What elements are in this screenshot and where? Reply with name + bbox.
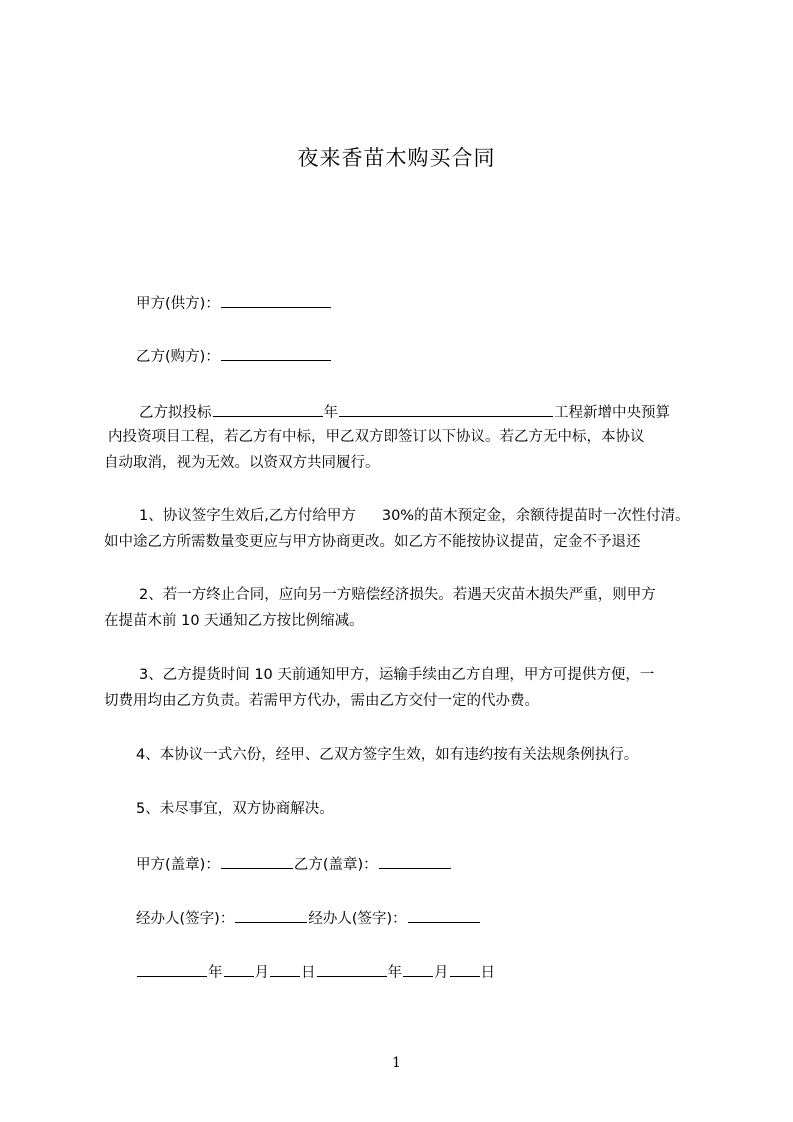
intro-line-2: 内投资项目工程，若乙方有中标，甲乙双方即签订以下协议。若乙方无中标，本协议 [108,429,645,445]
agent-a-label: 经办人(签字)： [136,911,235,927]
agent-line [136,906,481,929]
date-b-year: 年 [387,965,402,981]
date-a-month-blank [224,960,254,977]
date-a-year-blank [137,960,207,977]
intro-line-1 [139,400,670,423]
clause-1-line-2: 如中途乙方所需数量变更应与甲方协商更改。如乙方不能按协议提苗，定金不予退还 [104,534,641,550]
clause-3-line-2: 切费用均由乙方负责。若需甲方代办，需由乙方交付一定的代办费。 [104,693,539,709]
party-b-line [136,344,332,367]
intro-blank-2 [339,400,553,417]
agent-a-blank [235,906,307,923]
clause-5-line-1: 5、未尽事宜，双方协商解决。 [136,801,334,817]
party-a-label: 甲方(供方)： [136,296,220,312]
date-a-day-blank [270,960,300,977]
seal-a-label: 甲方(盖章)： [136,857,220,873]
clause-2-line-1: 2、若一方终止合同，应向另一方赔偿经济损失。若遇天灾苗木损失严重，则甲方 [139,587,656,603]
seal-b-blank [379,852,451,869]
document-title: 夜来香苗木购买合同 [297,146,496,170]
party-a-line [136,291,332,314]
party-b-blank [221,344,331,361]
clause-1-line-1 [139,506,690,526]
agent-b-blank [408,906,480,923]
date-b-month: 月 [434,965,449,981]
date-a-year: 年 [208,965,223,981]
agent-b-label: 经办人(签字)： [308,911,407,927]
clause-4-line-1: 4、本协议一式六份，经甲、乙双方签字生效，如有违约按有关法规条例执行。 [136,747,639,763]
intro-line-3: 自动取消，视为无效。以资双方共同履行。 [104,455,380,471]
date-line [136,960,495,983]
clause-1-part-a: 1、协议签字生效后,乙方付给甲方 [139,508,356,524]
date-b-day-blank [450,960,480,977]
seal-b-label: 乙方(盖章)： [293,857,378,873]
date-a-day: 日 [301,965,316,981]
party-a-blank [221,291,331,308]
clause-1-part-b: 30%的苗木预定金，余额待提苗时一次性付清。 [381,508,690,524]
seal-a-blank [221,852,293,869]
date-b-year-blank [317,960,387,977]
seal-line [136,852,452,875]
clause-3-line-1: 3、乙方提货时间 10 天前通知甲方，运输手续由乙方自理，甲方可提供方便，一 [139,667,655,683]
clause-2-line-2: 在提苗木前 10 天通知乙方按比例缩减。 [104,613,364,629]
page-number: 1 [392,1055,401,1071]
intro-part2: 年 [323,405,338,421]
intro-part3: 工程新增中央预算 [554,405,670,421]
intro-blank-1 [213,400,323,417]
party-b-label: 乙方(购方)： [136,349,220,365]
date-b-month-blank [403,960,433,977]
date-b-day: 日 [480,965,495,981]
date-a-month: 月 [254,965,269,981]
intro-part1: 乙方拟投标 [139,405,212,421]
